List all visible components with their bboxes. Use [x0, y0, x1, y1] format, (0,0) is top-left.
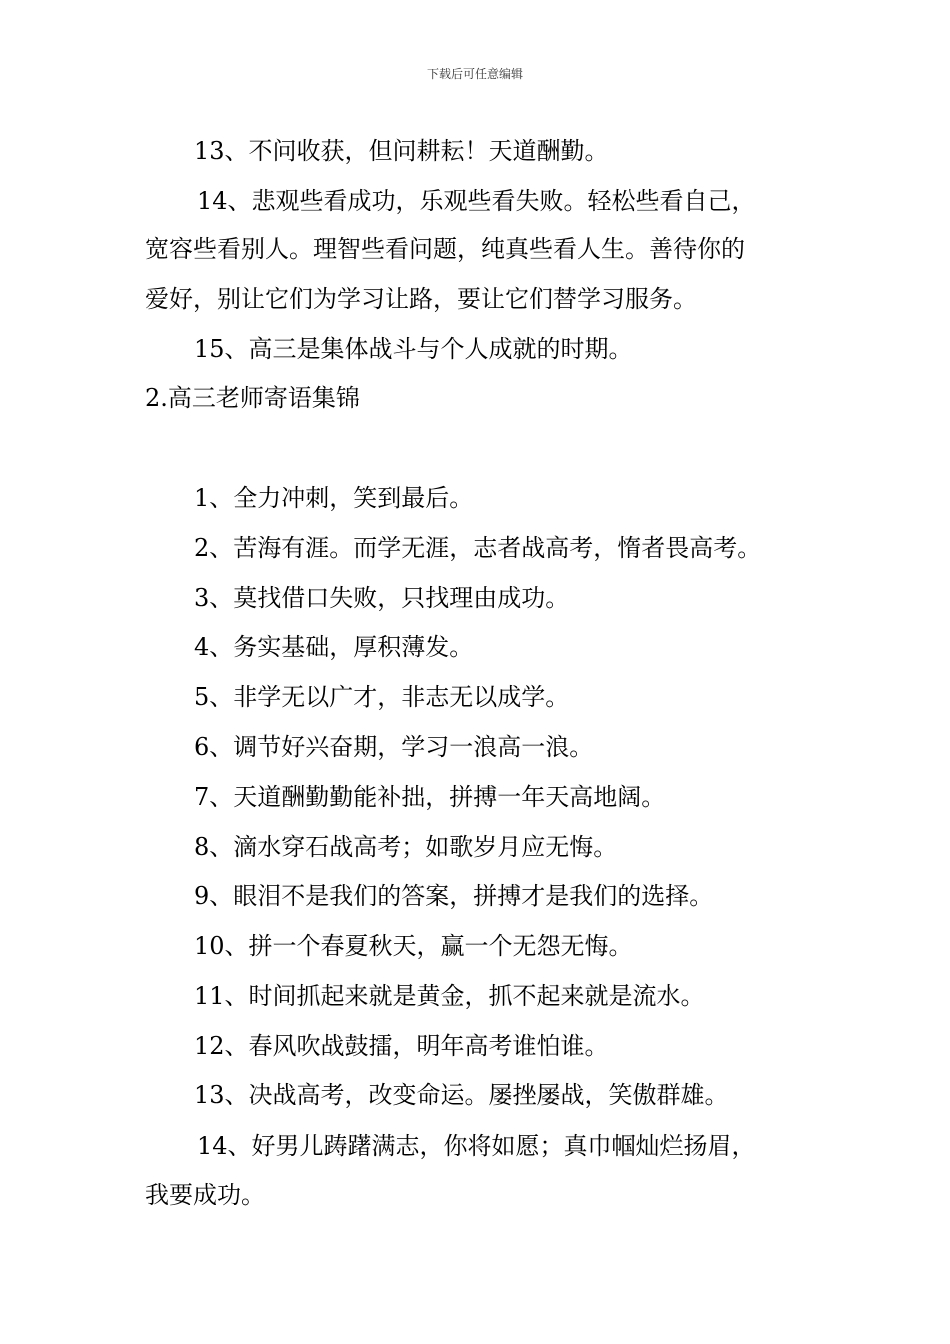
quote-14-line-1: 14、悲观些看成功，乐观些看失败。轻松些看自己， [197, 187, 756, 215]
section-heading: 2.高三老师寄语集锦 [145, 384, 360, 412]
list-item: 13、决战高考，改变命运。屡挫屡战，笑傲群雄。 [194, 1081, 729, 1109]
list-item: 6、调节好兴奋期，学习一浪高一浪。 [194, 733, 594, 761]
quote-13: 13、不问收获，但问耕耘！天道酬勤。 [194, 137, 609, 165]
list-item: 12、春风吹战鼓擂，明年高考谁怕谁。 [194, 1032, 609, 1060]
list-item: 10、拼一个春夏秋天，赢一个无怨无悔。 [194, 932, 633, 960]
list-item: 1、全力冲刺，笑到最后。 [194, 484, 474, 512]
list-item-14-line-1: 14、好男儿踌躇满志，你将如愿；真巾帼灿烂扬眉， [197, 1132, 756, 1160]
list-item: 4、务实基础，厚积薄发。 [194, 633, 474, 661]
list-item: 5、非学无以广才，非志无以成学。 [194, 683, 570, 711]
page-header: 下载后可任意编辑 [426, 67, 523, 81]
list-item: 3、莫找借口失败，只找理由成功。 [194, 584, 570, 612]
list-item: 8、滴水穿石战高考；如歌岁月应无悔。 [194, 833, 618, 861]
list-item: 2、苦海有涯。而学无涯，志者战高考，惰者畏高考。 [194, 534, 762, 562]
list-item: 9、眼泪不是我们的答案，拼搏才是我们的选择。 [194, 882, 714, 910]
quote-14-line-2: 宽容些看别人。理智些看问题，纯真些看人生。善待你的 [145, 235, 745, 263]
quote-14-line-3: 爱好，别让它们为学习让路，要让它们替学习服务。 [145, 285, 697, 313]
list-item: 11、时间抓起来就是黄金，抓不起来就是流水。 [194, 982, 705, 1010]
quote-15: 15、高三是集体战斗与个人成就的时期。 [194, 335, 633, 363]
list-item: 7、天道酬勤勤能补拙，拼搏一年天高地阔。 [194, 783, 666, 811]
list-item-14-line-2: 我要成功。 [145, 1181, 265, 1209]
